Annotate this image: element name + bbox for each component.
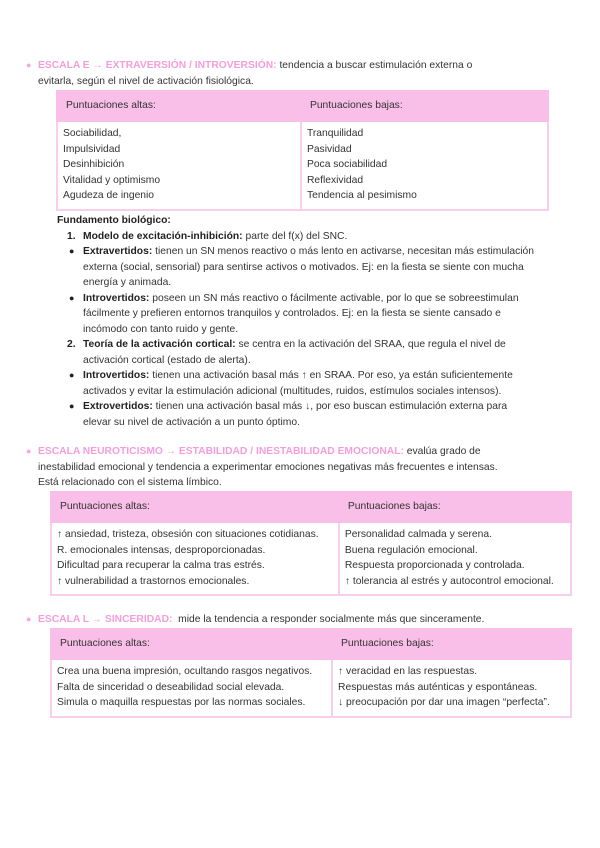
item-text: fácilmente y prefieren entornos tranquilos y controlados. Ej: en la fiesta se siente cansado e — [83, 308, 501, 319]
cell-high — [51, 659, 332, 717]
item-number: 2. — [67, 339, 76, 350]
item-label: Introvertidos: — [83, 370, 150, 381]
bullet-icon: ● — [69, 246, 75, 256]
cell-high — [57, 121, 301, 210]
list-item: ↓ preocupación por dar una imagen “perfecta”. — [338, 697, 550, 708]
list-item: Tranquilidad — [306, 128, 364, 139]
item-text: incómodo con tanto ruido y gente. — [83, 323, 239, 335]
header-high: Puntuaciones altas: — [57, 91, 301, 121]
list-item: Respuestas más auténticas y espontáneas. — [338, 681, 538, 693]
header-low: Puntuaciones bajas: — [332, 629, 571, 659]
list-item: Pasividad — [306, 143, 352, 155]
scale-e-desc: tendencia a buscar estimulación externa o — [276, 60, 473, 71]
item-text: se centra en la activación del SRAA, que regula el nivel de — [235, 339, 506, 350]
table-sinceridad — [50, 628, 572, 718]
list-item: Agudeza de ingenio — [63, 190, 155, 201]
list-item: ↑ vulnerabilidad a trastornos emocionales. — [57, 575, 250, 587]
list-item: Impulsividad — [63, 143, 121, 155]
item-text: tienen una activación basal más ↑ en SRAA. Por eso, ya están suficientemente — [149, 370, 513, 381]
fundamento-title: Fundamento biológico: — [57, 215, 171, 226]
item-label: Introvertidos: — [83, 292, 150, 304]
item-text: elevar su nivel de activación a un punto óptimo. — [83, 416, 300, 428]
list-item — [57, 229, 572, 245]
item-text: externa (social, sensorial) para sentirse activos o motivados. Ej: en la fiesta se siente con mucha — [83, 261, 524, 273]
item-text: tienen una activación basal más ↓, por eso buscan estimulación externa para — [152, 401, 508, 412]
section-extraversion — [26, 58, 573, 89]
scale-e-title: ESCALA E → EXTRAVERSIÓN / INTROVERSIÓN: — [38, 60, 277, 71]
item-text: energía y animada. — [83, 277, 172, 288]
list-item: Respuesta proporcionada y controlada. — [344, 560, 525, 571]
cell-low — [301, 121, 548, 210]
list-item: R. emocionales intensas, desproporcionadas. — [57, 544, 266, 556]
table-extraversion — [56, 90, 549, 211]
scale-l-desc: mide la tendencia a responder socialmente más que sinceramente. — [172, 614, 485, 625]
scale-n-desc-3: Está relacionado con el sistema límbico. — [38, 477, 222, 488]
item-label: Extravertidos: — [83, 246, 153, 257]
item-text: parte del f(x) del SNC. — [242, 230, 348, 242]
bullet-icon: ● — [69, 370, 75, 380]
item-text: poseen un SN más reactivo o fácilmente activable, por lo que se sobreestimulan — [149, 292, 519, 304]
list-item: Personalidad calmada y serena. — [344, 529, 492, 540]
header-low: Puntuaciones bajas: — [301, 91, 548, 121]
item-text: activados y evitar la estimulación adicional (multitudes, ruidos, estímulos sociales intensos). — [83, 385, 502, 397]
header-high: Puntuaciones altas: — [51, 492, 339, 522]
list-item: Tendencia al pesimismo — [306, 190, 417, 201]
scale-n-title: ESCALA NEUROTICISMO → ESTABILIDAD / INESTABILIDAD EMOCIONAL: — [38, 446, 404, 457]
item-label: Modelo de excitación-inhibición: — [83, 230, 243, 242]
item-label: Extrovertidos: — [83, 401, 153, 412]
scale-n-desc-2: inestabilidad emocional y tendencia a experimentar emociones negativas más frecuentes e intensas. — [38, 461, 498, 473]
section-neuroticismo — [26, 444, 573, 491]
list-item — [57, 244, 572, 291]
list-item — [57, 368, 572, 399]
list-item — [57, 291, 572, 338]
header-high: Puntuaciones altas: — [51, 629, 332, 659]
list-item: Reflexividad — [306, 174, 364, 186]
bullet-icon: ● — [26, 446, 32, 456]
list-item: ↑ veracidad en las respuestas. — [338, 666, 478, 677]
scale-n-desc: evalúa grado de — [403, 446, 481, 457]
list-item — [57, 399, 572, 430]
list-item: Poca sociabilidad — [306, 159, 388, 170]
item-text: activación cortical (estado de alerta). — [83, 354, 251, 366]
list-item: Falta de sinceridad o deseabilidad social elevada. — [57, 681, 285, 693]
scale-l-title: ESCALA L → SINCERIDAD: — [38, 614, 173, 625]
list-item: Desinhibición — [63, 159, 125, 170]
item-number: 1. — [67, 230, 76, 242]
item-text: tienen un SN menos reactivo o más lento en activarse, necesitan más estimulación — [152, 246, 534, 257]
scale-e-desc-2: evitarla, según el nivel de activación fisiológica. — [38, 75, 254, 87]
table-neuroticismo — [50, 491, 572, 596]
list-item — [57, 337, 572, 368]
bullet-icon: ● — [26, 614, 32, 624]
header-low: Puntuaciones bajas: — [339, 492, 571, 522]
list-item: Crea una buena impresión, ocultando rasgos negativos. — [57, 666, 313, 677]
list-item: Dificultad para recuperar la calma tras estrés. — [57, 560, 265, 571]
section-sinceridad — [26, 612, 573, 628]
bullet-icon: ● — [69, 292, 75, 303]
item-label: Teoría de la activación cortical: — [83, 339, 236, 350]
list-item: ↑ ansiedad, tristeza, obsesión con situaciones cotidianas. — [57, 529, 319, 540]
cell-low — [332, 659, 571, 717]
list-item: Sociabilidad, — [63, 128, 122, 139]
list-item: ↑ tolerancia al estrés y autocontrol emocional. — [344, 575, 554, 587]
cell-high — [51, 522, 339, 595]
bullet-icon: ● — [69, 401, 75, 411]
list-item: Vitalidad y optimismo — [63, 174, 161, 186]
bullet-icon: ● — [26, 60, 32, 70]
list-item: Buena regulación emocional. — [344, 544, 478, 556]
fundamento-block — [57, 213, 572, 430]
list-item: Simula o maquilla respuestas por las normas sociales. — [57, 697, 306, 708]
cell-low — [339, 522, 571, 595]
